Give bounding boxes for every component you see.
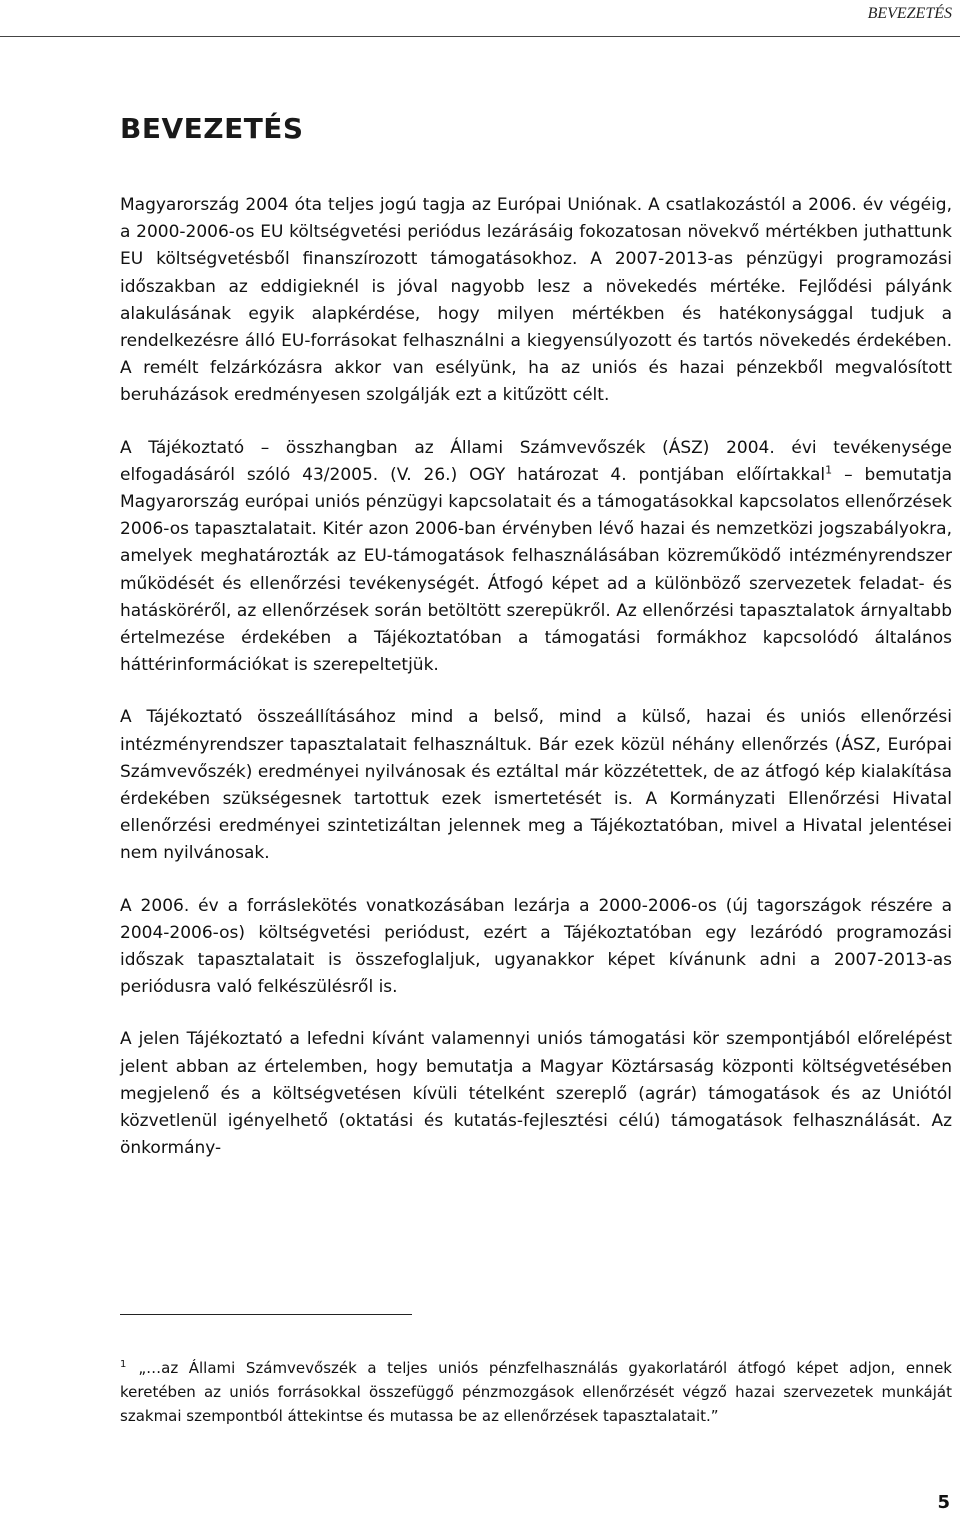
footnote-mark: 1 [120,1359,127,1370]
paragraph-2-text-after: – bemutatja Magyarország európai uniós pénzügyi kapcsolatait és a támogatásokkal kapcsolatos ellenőrzések 2006-os tapasztalatait. Kitér azon 2006-ban érvényben lévő hazai és nemzetközi jogszabályokra, amelyek meghatározták az EU-támogatások felhasználásában közreműködő intézményrendszer működését és ellenőrzési tevékenységét. Átfogó képet ad a különböző szervezetek feladat- és hatásköréről, az ellenőrzések során betöltött szerepükről. Az ellenőrzési tapasztalatok árnyaltabb értelmezése érdekében a Tájékoztatóban a támogatási formákhoz kapcsolódó általános háttérinformációkat is szerepeltetjük. [120,464,952,676]
footnote-divider [120,1314,412,1315]
page-number: 5 [937,1492,950,1513]
paragraph-2-text-before: A Tájékoztató – összhangban az Állami Számvevőszék (ÁSZ) 2004. évi tevékenysége elfogadásáról szóló 43/2005. (V. 26.) OGY határozat 4. pontjában előírtakkal [120,437,952,485]
paragraph-3: A Tájékoztató összeállításához mind a belső, mind a külső, hazai és uniós ellenőrzési intézményrendszer tapasztalatait felhasználtuk. Bár ezek közül néhány ellenőrzés (ÁSZ, Európai Számvevőszék) eredményei nyilvánosak és eztáltal már közzétettek, de az átfogó kép kialakítása érdekében szükségesnek tartottuk ezek ismertetését is. A Kormányzati Ellenőrzési Hivatal ellenőrzési eredményei szintetizáltan jelennek meg a Tájékoztatóban, mivel a Hivatal jelentései nem nyilvánosak. [120,707,952,864]
chapter-title: BEVEZETÉS [120,112,304,145]
body-text [120,192,952,1188]
paragraph-1: Magyarország 2004 óta teljes jogú tagja az Európai Uniónak. A csatlakozástól a 2006. év végéig, a 2000-2006-os EU költségvetési periódus lezárásáig fokozatosan növekvő mértékben juthattunk EU költségvetésből finanszírozott támogatásokhoz. A 2007-2013-as pénzügyi programozási időszakban az eddigieknél is jóval nagyobb lesz a növekedés mértéke. Fejlődési pályánk alakulásának egyik alapkérdése, hogy milyen mértékben és hatékonysággal tudjuk a rendelkezésre álló EU-forrásokat felhasználni a kiegyensúlyozott és tartós növekedés érdekében. A remélt felzárkózásra akkor van esélyünk, ha az uniós és hazai pénzekből megvalósított beruházások eredményesen szolgálják ezt a kitűzött célt. [120,195,952,406]
paragraph-5: A jelen Tájékoztató a lefedni kívánt valamennyi uniós támogatási kör szempontjából előrelépést jelent abban az értelemben, hogy bemutatja a Magyar Köztársaság központi költségvetésében megjelenő és a költségvetésen kívüli tételként szereplő (agrár) támogatások és az Uniótól közvetlenül igényelhető (oktatási és kutatás-fejlesztési célú) támogatások felhasználását. Az önkormány- [120,1029,952,1159]
header-divider [0,36,960,37]
paragraph-2 [120,435,952,680]
paragraph-4: A 2006. év a forráslekötés vonatkozásában lezárja a 2000-2006-os (új tagországok részére a 2004-2006-os) költségvetési periódust, ezért a Tájékoztatóban egy lezáródó programozási időszak tapasztalatait is összefoglaljuk, ugyanakkor képet kívánunk adni a 2007-2013-as periódusra való felkészülésről is. [120,895,952,998]
footnote-text: „…az Állami Számvevőszék a teljes uniós pénzfelhasználás gyakorlatáról átfogó képet adjon, ennek keretében az uniós forrásokkal összefüggő pénzmozgások ellenőrzését végző hazai szervezetek munkáját szakmai szempontból áttekintse és mutassa be az ellenőrzések tapasztalatait.” [120,1359,952,1425]
footnote-reference[interactable]: 1 [825,463,833,477]
running-header: BEVEZETÉS [867,5,952,22]
footnote [120,1356,952,1428]
